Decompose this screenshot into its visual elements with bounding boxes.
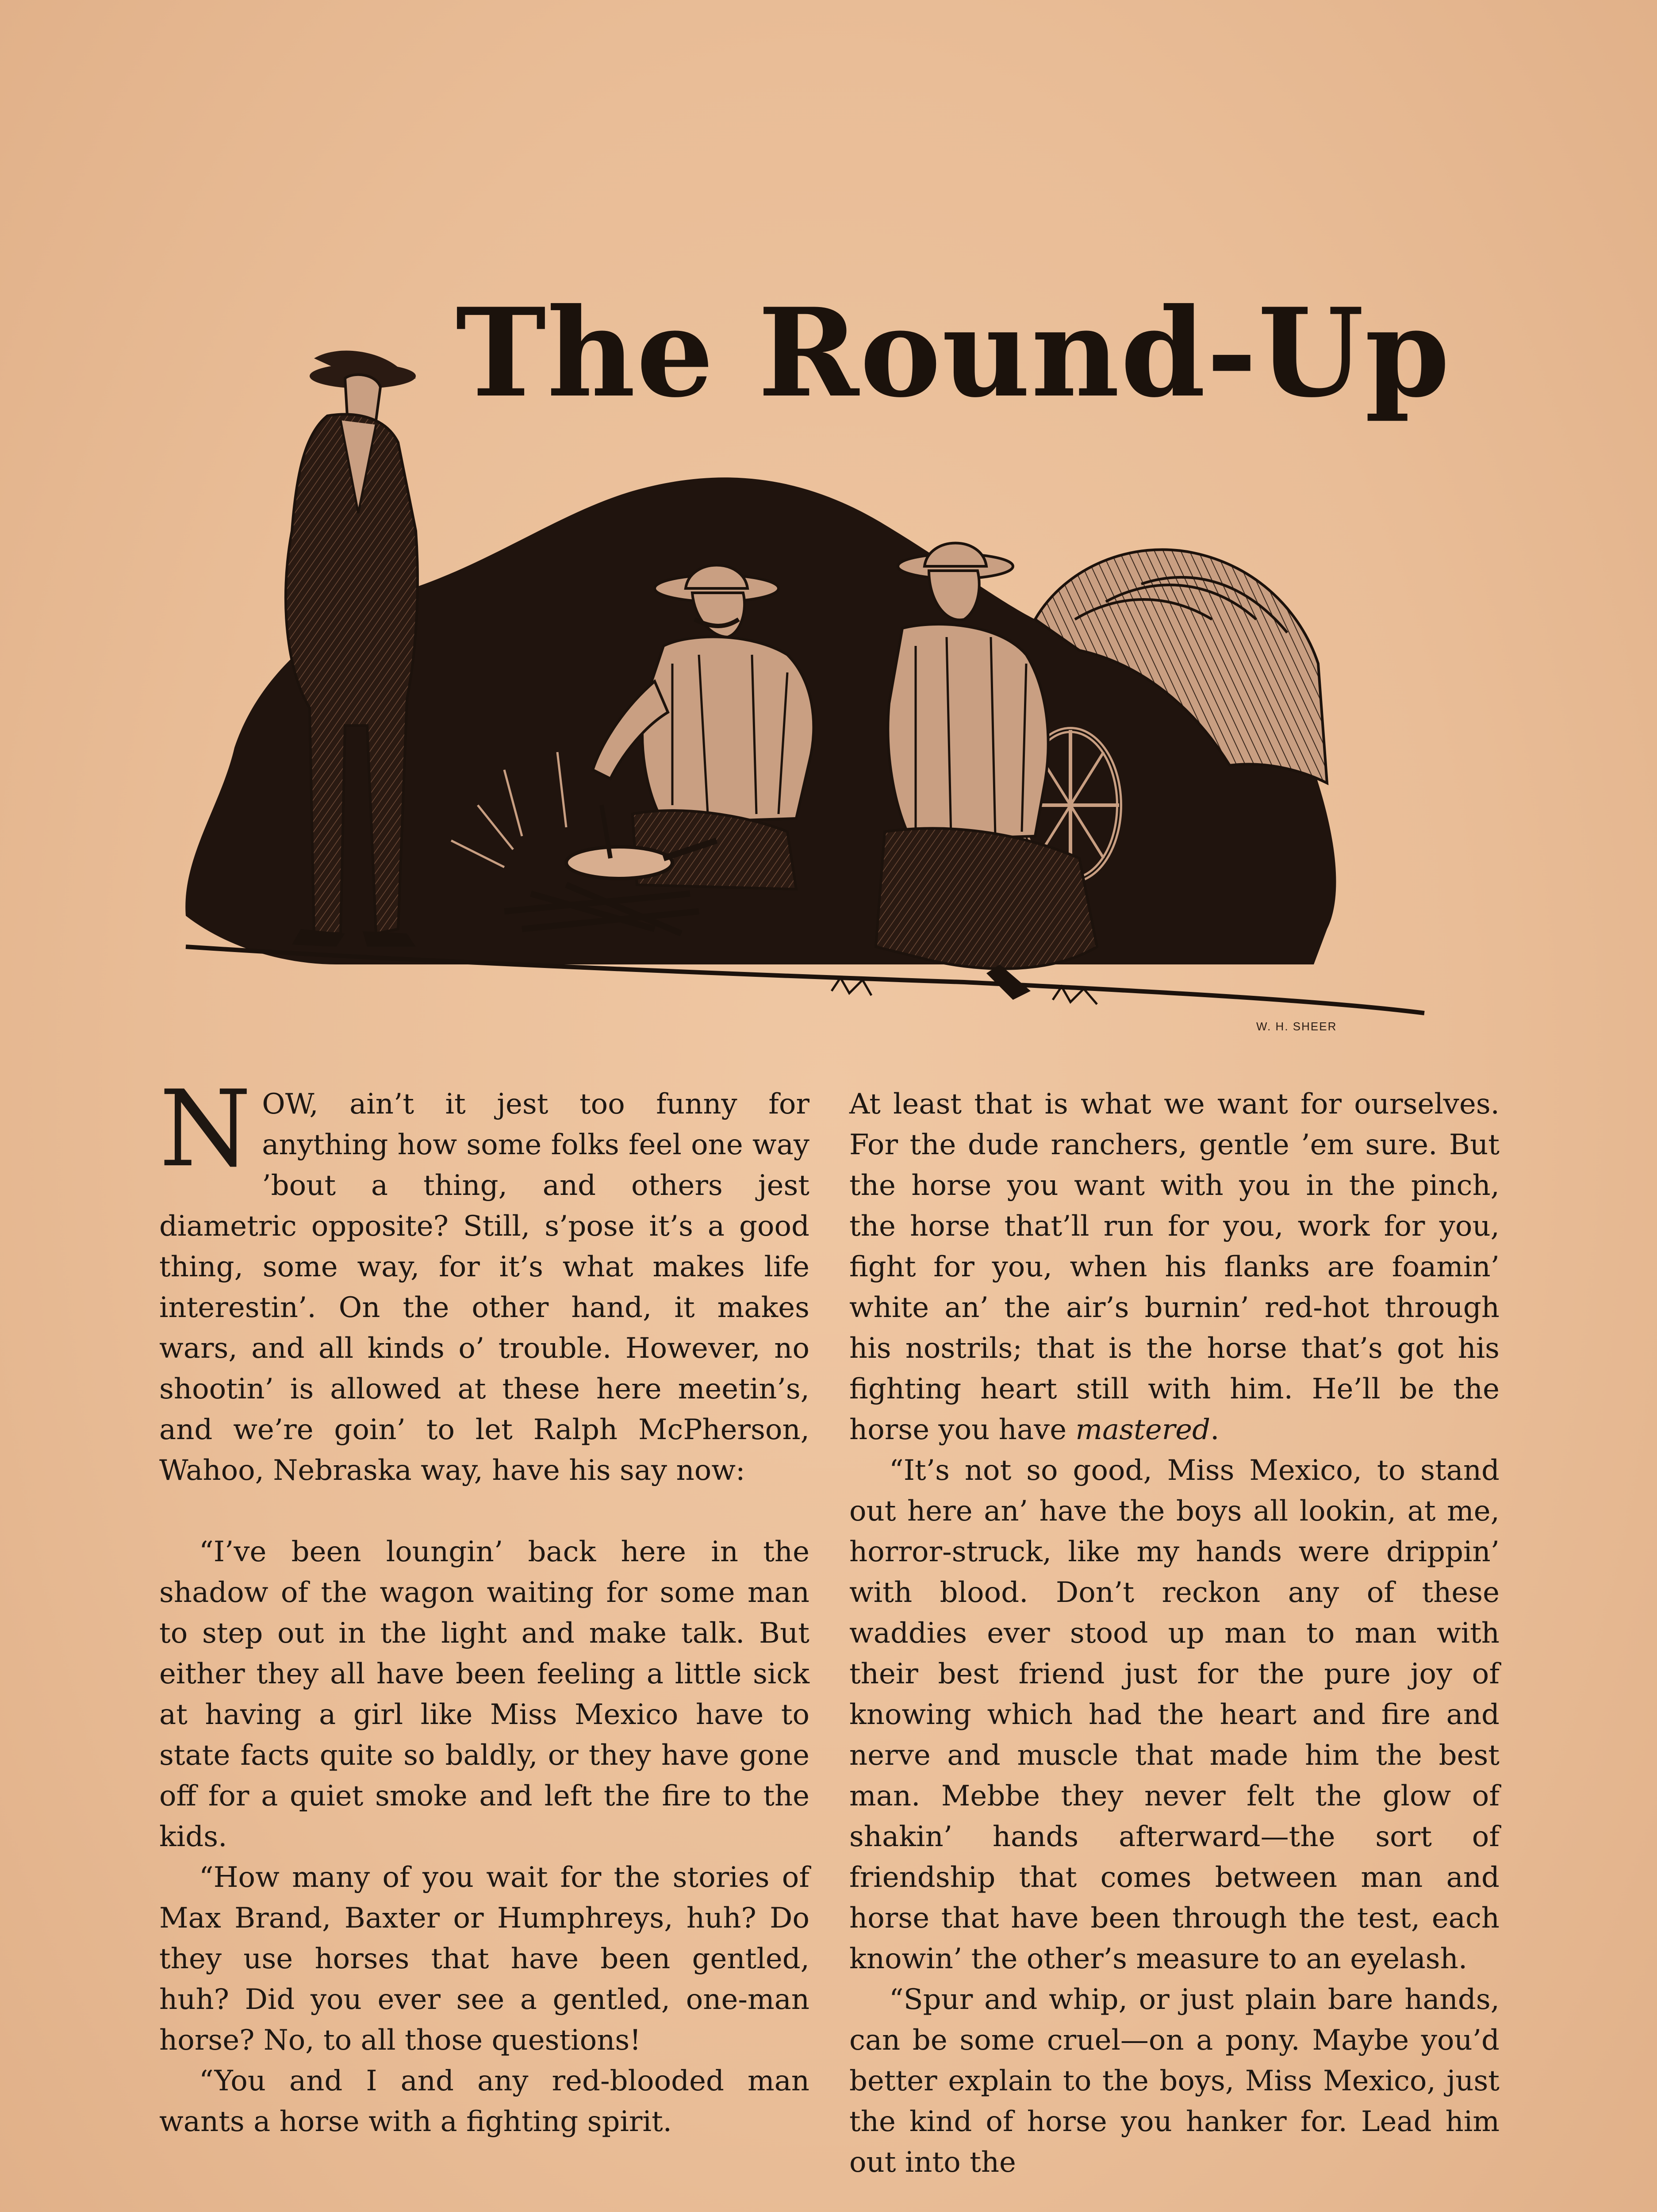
article-paragraph: “You and I and any red-blooded man wants a horse with a fighting spirit. (159, 2065, 809, 2138)
artist-signature: W. H. SHEER (1256, 1020, 1337, 1033)
paragraph-text: At least that is what we want for ourselves. For the dude ranchers, gentle ’em sure. But the horse you want with you in the pinch, the horse that’ll run for you, work for you, fight for you, when his flanks are foamin’ white an’ the air’s burnin’ red-hot through his nostrils; that is the horse that’s got his fighting heart still with him. He’ll be the horse you have (849, 1088, 1500, 1446)
header-illustration-area (168, 283, 1477, 1071)
drop-cap: N (159, 1068, 252, 1190)
article-paragraph (159, 1068, 809, 1491)
article-paragraph: “How many of you wait for the stories of Max Brand, Baxter or Humphreys, huh? Do they use horses that have been gentled, huh? Did you ever see a gentled, one-man horse? No, to all those questions! (159, 1861, 809, 2057)
article-paragraph: “Spur and whip, or just plain bare hands, can be some cruel—on a pony. Maybe you’d better explain to the boys, Miss Mexico, just the kind of horse you hanker for. Lead him out into the (849, 1983, 1500, 2179)
article-paragraph (849, 1084, 1500, 1450)
paragraph-text: . (1210, 1413, 1220, 1446)
article-paragraph: “It’s not so good, Miss Mexico, to stand out here an’ have the boys all lookin, at me, horror-struck, like my hands were drippin’ with blood. Don’t reckon any of these waddies ever stood up man to man with their best friend just for the pure joy of knowing which had the heart and fire and nerve and muscle that made him the best man. Mebbe they never felt the glow of shakin’ hands afterward—the sort of friendship that comes between man and horse that have been through the test, each knowin’ the other’s measure to an eyelash. (849, 1454, 1500, 1975)
article-paragraph: “I’ve been loungin’ back here in the shadow of the wagon waiting for some man to step out in the light and make talk. But either they all have been feeling a little sick at having a girl like Miss Mexico have to state facts quite so baldly, or they have gone off for a quiet smoke and left the fire to the kids. (159, 1536, 809, 1853)
page-title: The Round-Up (456, 281, 1451, 424)
emphasized-word: mastered (1075, 1413, 1211, 1446)
article-column-right (849, 1084, 1500, 2183)
paragraph-text: OW, ain’t it jest too funny for anything how some folks feel one way ’bout a thing, and others jest diametric opposite? Still, s’pose it’s a good thing, some way, for it’s what makes life interestin’. On the other hand, it makes wars, and all kinds o’ trouble. However, no shootin’ is allowed at these here meetin’s, and we’re goin’ to let Ralph McPherson, Wahoo, Nebraska way, have his say now: (159, 1088, 809, 1487)
article-column-left (159, 1068, 809, 2142)
